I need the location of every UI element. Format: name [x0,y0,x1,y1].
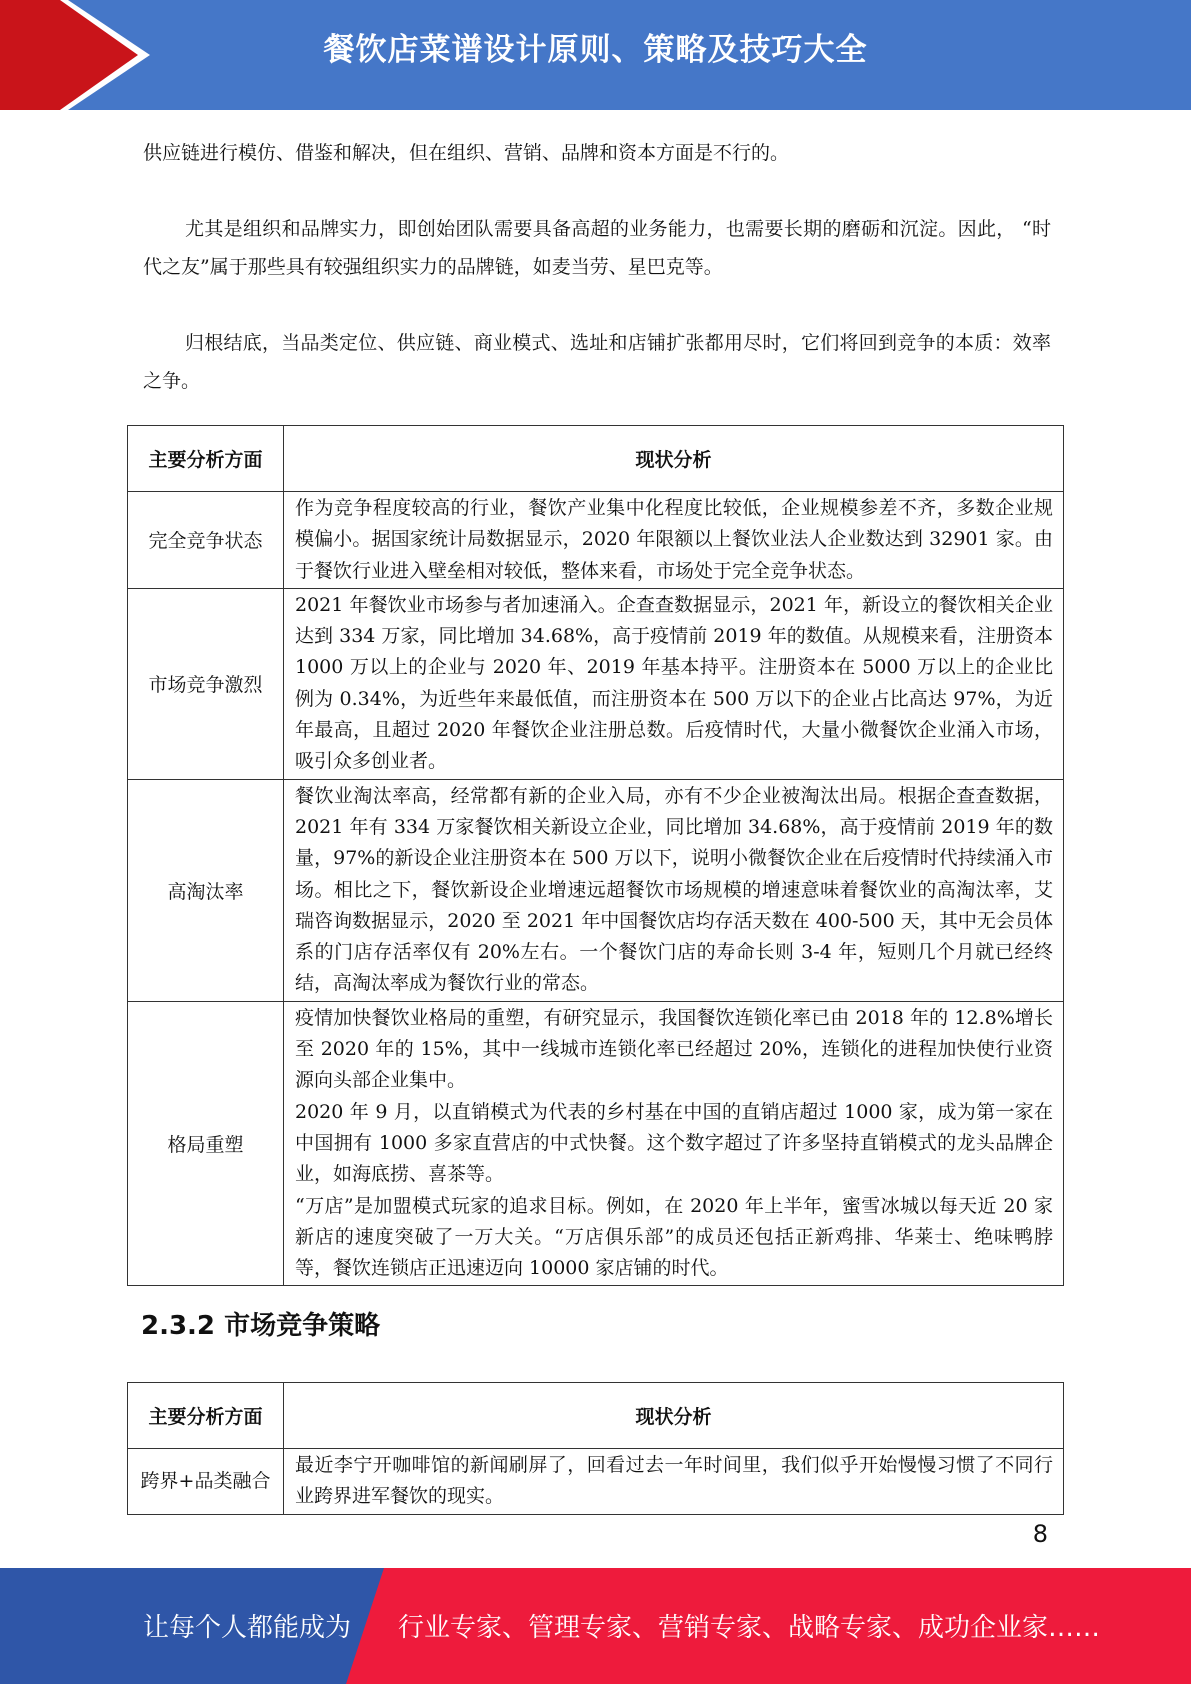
table-cell-analysis [284,1001,1064,1286]
table-header-aspect: 主要分析方面 [128,426,284,492]
page-header [0,0,1191,110]
page-number: 8 [1032,1520,1048,1548]
cell-paragraph: “万店”是加盟模式玩家的追求目标。例如，在 2020 年上半年，蜜雪冰城以每天近 20 家新店的速度突破了一万大关。“万店俱乐部”的成员还包括正新鸡排、华莱士、绝味鸭脖等，餐饮连锁店正迅速迈向 10000 家店铺的时代。 [295,1194,1053,1280]
table-row [128,1449,1064,1515]
paragraph: 供应链进行模仿、借鉴和解决，但在组织、营销、品牌和资本方面是不行的。 [143,142,790,164]
table-header-analysis: 现状分析 [284,426,1064,492]
table-cell-aspect: 高淘汰率 [128,779,284,1001]
cell-paragraph: 疫情加快餐饮业格局的重塑，有研究显示，我国餐饮连锁化率已由 2018 年的 12.8%增长至 2020 年的 15%，其中一线城市连锁化率已经超过 20%，连锁化的进程加快使行业资源向头部企业集中。 [295,1006,1053,1092]
table-row [128,492,1064,589]
page-footer [0,1568,1191,1684]
cell-paragraph: 餐饮业淘汰率高，经常都有新的企业入局，亦有不少企业被淘汰出局。根据企查查数据，2021 年有 334 万家餐饮相关新设立企业，同比增加 34.68%，高于疫情前 2019 年的数量，97%的新设企业注册资本在 500 万以下，说明小微餐饮企业在后疫情时代持续涌入市场。相比之下，餐饮新设企业增速远超餐饮市场规模的增速意味着餐饮业的高淘汰率，艾瑞咨询数据显示，2020 至 2021 年中国餐饮店均存活天数在 400-500 天，其中无会员体系的门店存活率仅有 20%左右。一个餐饮门店的寿命长则 3-4 年，短则几个月就已经终结，高淘汰率成为餐饮行业的常态。 [295,784,1053,995]
table-header-aspect: 主要分析方面 [128,1383,284,1449]
paragraph: 归根结底，当品类定位、供应链、商业模式、选址和店铺扩张都用尽时，它们将回到竞争的本质：效率之争。 [143,332,1051,392]
table-cell-aspect: 市场竞争激烈 [128,588,284,779]
analysis-table [127,425,1064,1286]
strategy-table [127,1382,1064,1515]
table-cell-aspect: 跨界+品类融合 [128,1449,284,1515]
footer-slogan-left: 让每个人都能成为 [143,1613,352,1643]
table-cell-aspect: 格局重塑 [128,1001,284,1286]
cell-paragraph: 2021 年餐饮业市场参与者加速涌入。企查查数据显示，2021 年，新设立的餐饮相关企业达到 334 万家，同比增加 34.68%，高于疫情前 2019 年的数值。从规模来看，注册资本 1000 万以上的企业与 2020 年、2019 年基本持平。注册资本在 5000 万以上的企业比例为 0.34%，为近些年来最低值，而注册资本在 500 万以下的企业占比高达 97%，为近年最高，且超过 2020 年餐饮企业注册总数。后疫情时代，大量小微餐饮企业涌入市场，吸引众多创业者。 [295,593,1053,773]
table-cell-analysis [284,588,1064,779]
cell-paragraph: 作为竞争程度较高的行业，餐饮产业集中化程度比较低，企业规模参差不齐，多数企业规模偏小。据国家统计局数据显示，2020 年限额以上餐饮业法人企业数达到 32901 家。由于餐饮行业进入壁垒相对较低，整体来看，市场处于完全竞争状态。 [295,497,1053,582]
table-row [128,779,1064,1001]
table-cell-analysis [284,492,1064,589]
table-row [128,588,1064,779]
document-title: 餐饮店菜谱设计原则、策略及技巧大全 [323,32,868,68]
table-header-analysis: 现状分析 [284,1383,1064,1449]
cell-paragraph: 最近李宁开咖啡馆的新闻刷屏了，回看过去一年时间里，我们似乎开始慢慢习惯了不同行业跨界进军餐饮的现实。 [295,1454,1053,1508]
cell-paragraph: 2020 年 9 月，以直销模式为代表的乡村基在中国的直销店超过 1000 家，成为第一家在中国拥有 1000 多家直营店的中式快餐。这个数字超过了许多坚持直销模式的龙头品牌企业，如海底捞、喜茶等。 [295,1100,1053,1186]
table-header-row [128,1383,1064,1449]
table-cell-aspect: 完全竞争状态 [128,492,284,589]
section-heading: 2.3.2 市场竞争策略 [141,1311,381,1341]
table-row [128,1001,1064,1286]
footer-slogan-right: 行业专家、管理专家、营销专家、战略专家、成功企业家…… [398,1613,1101,1643]
table-header-row [128,426,1064,492]
table-cell-analysis [284,779,1064,1001]
table-cell-analysis [284,1449,1064,1515]
paragraph: 尤其是组织和品牌实力，即创始团队需要具备高超的业务能力，也需要长期的磨砺和沉淀。因此， “时代之友”属于那些具有较强组织实力的品牌链，如麦当劳、星巴克等。 [143,218,1051,278]
